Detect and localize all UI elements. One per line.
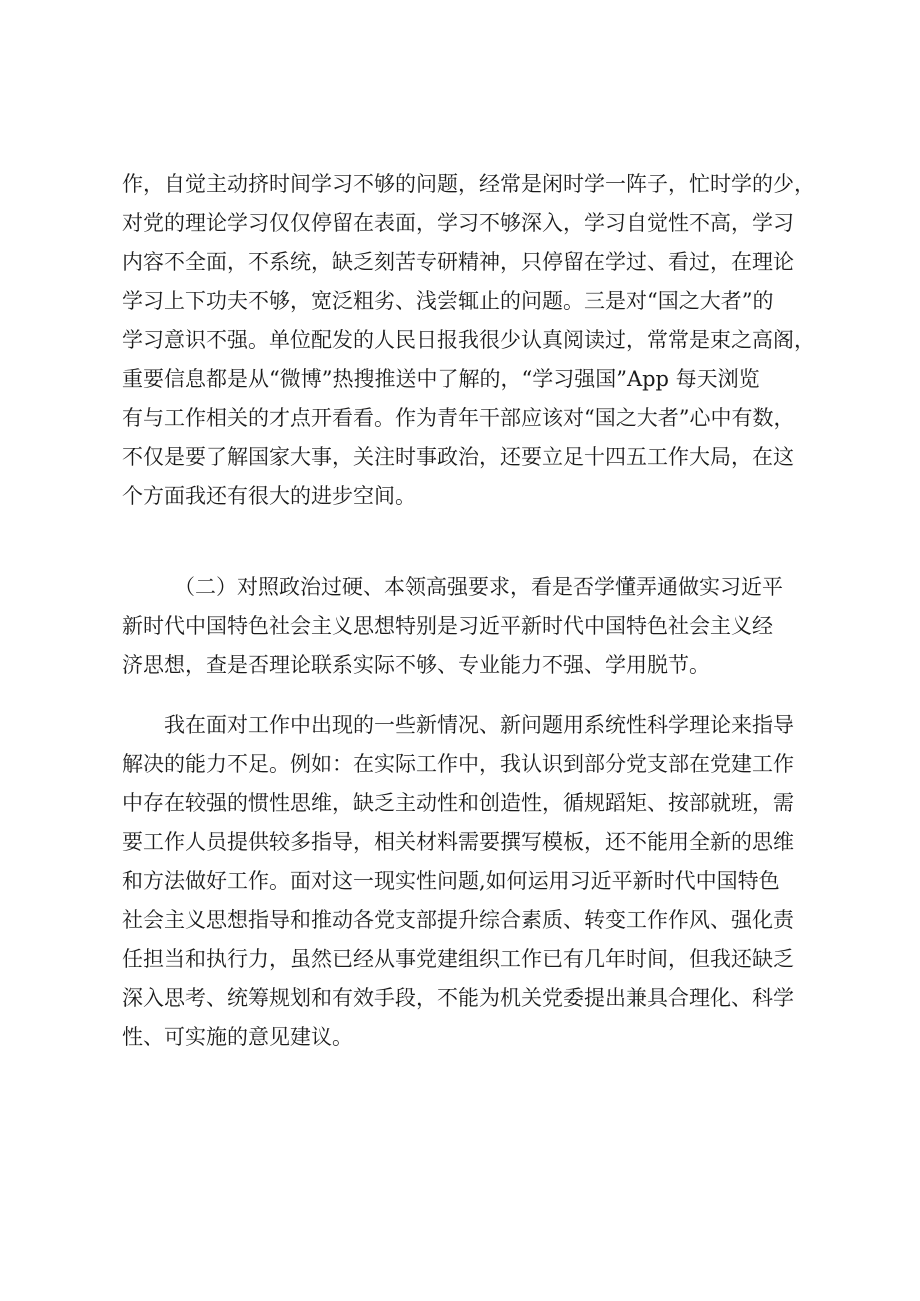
paragraph-1	[122, 165, 832, 516]
paragraph-line: 要工作人员提供较多指导，相关材料需要撰写模板，还不能用全新的思维	[122, 830, 794, 854]
paragraph-line: 个方面我还有很大的进步空间。	[122, 484, 416, 508]
paragraph-line: 作，自觉主动挤时间学习不够的问题，经常是闲时学一阵子，忙时学的少，	[122, 172, 815, 196]
paragraph-line: 解决的能力不足。例如：在实际工作中，我认识到部分党支部在党建工作	[122, 752, 794, 776]
paragraph-line: 对党的理论学习仅仅停留在表面，学习不够深入，学习自觉性不高，学习	[122, 211, 794, 235]
paragraph-3	[122, 706, 832, 1057]
paragraph-line: 性、可实施的意见建议。	[122, 1025, 353, 1049]
paragraph-line: 有与工作相关的才点开看看。作为青年干部应该对“国之大者”心中有数，	[122, 406, 795, 430]
paragraph-line: 重要信息都是从“微博”热搜推送中了解的，“学习强国”App 每天浏览	[122, 367, 760, 391]
paragraph-line: 新时代中国特色社会主义思想特别是习近平新时代中国特色社会主义经	[122, 614, 773, 638]
paragraph-line: 深入思考、统筹规划和有效手段，不能为机关党委提出兼具合理化、科学	[122, 986, 794, 1010]
paragraph-line: 我在面对工作中出现的一些新情况、新问题用系统性科学理论来指导	[164, 713, 794, 737]
paragraph-line: 社会主义思想指导和推动各党支部提升综合素质、转变工作作风、强化责	[122, 908, 794, 932]
paragraph-line: （二）对照政治过硬、本领高强要求，看是否学懂弄通做实习近平	[174, 575, 783, 599]
paragraph-line: 济思想，查是否理论联系实际不够、专业能力不强、学用脱节。	[122, 653, 710, 677]
paragraph-line: 内容不全面，不系统，缺乏刻苦专研精神，只停留在学过、看过，在理论	[122, 250, 794, 274]
paragraph-line: 不仅是要了解国家大事，关注时事政治，还要立足十四五工作大局，在这	[122, 445, 794, 469]
paragraph-line: 学习意识不强。单位配发的人民日报我很少认真阅读过，常常是束之高阁，	[122, 328, 815, 352]
paragraph-line: 中存在较强的惯性思维，缺乏主动性和创造性，循规蹈矩、按部就班，需	[122, 791, 794, 815]
paragraph-2-section-heading	[122, 568, 832, 685]
paragraph-line: 学习上下功夫不够，宽泛粗劣、浅尝辄止的问题。三是对“国之大者”的	[122, 289, 774, 313]
paragraph-line: 和方法做好工作。面对这一现实性问题,如何运用习近平新时代中国特色	[122, 869, 780, 893]
paragraph-line: 任担当和执行力，虽然已经从事党建组织工作已有几年时间，但我还缺乏	[122, 947, 794, 971]
